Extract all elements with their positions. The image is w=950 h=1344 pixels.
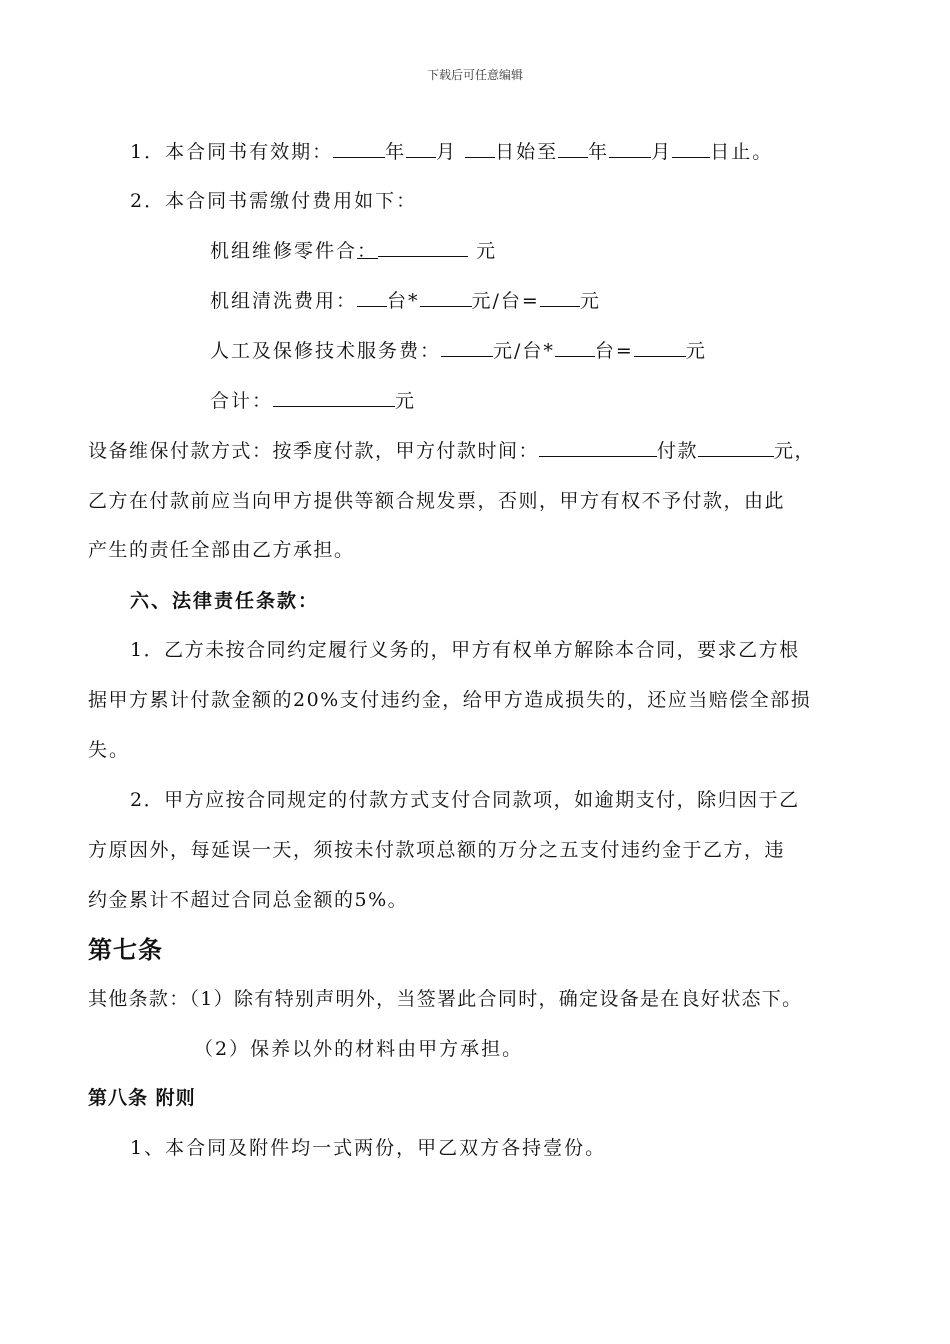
fee-cleaning: 机组清洗费用： 台* 元/台= 元: [210, 290, 601, 312]
clause-text: 1、本合同及附件均一式两份，甲乙双方各持壹份。: [130, 1137, 607, 1159]
blank-field: [333, 139, 385, 158]
blank-field: [558, 139, 588, 158]
blank-field: [672, 139, 710, 158]
fee-labor: 人工及保修技术服务费： 元/台* 台= 元: [210, 340, 707, 362]
payment-text: 乙方在付款前应当向甲方提供等额合规发票，否则，甲方有权不予付款，由此: [88, 490, 786, 512]
payment-method: 设备维保付款方式：按季度付款，甲方付款时间： 付款 元，: [88, 440, 816, 462]
blank-field: [406, 139, 436, 158]
section-title: 六、法律责任条款：: [130, 590, 320, 612]
clause-text: 其他条款：（1）除有特别声明外，当签署此合同时，确定设备是在良好状态下。: [88, 988, 803, 1010]
clause-text: （2）保养以外的材料由甲方承担。: [194, 1038, 524, 1060]
clause-fees: 2．本合同书需缴付费用如下：: [130, 190, 418, 212]
clause-text: 方原因外，每延误一天，须按未付款项总额的万分之五支付违约金于乙方，违: [88, 839, 786, 861]
blank-field: [539, 438, 657, 457]
blank-field: [273, 388, 395, 407]
blank-field: [441, 338, 493, 357]
page-header: 下载后可任意编辑: [426, 68, 523, 82]
article-title: 第七条: [88, 935, 163, 964]
blank-field: [357, 288, 387, 307]
blank-field: [609, 139, 651, 158]
blank-field: [634, 338, 686, 357]
fee-parts: 机组维修零件合： 元: [210, 240, 498, 262]
clause-text: 失。: [88, 739, 131, 761]
blank-field: [540, 288, 580, 307]
fee-total: 合计： 元: [210, 390, 417, 412]
clause-validity: 1．本合同书有效期： 年 月 日始至 年 月 日止。: [130, 141, 774, 163]
clause-text: 约金累计不超过合同总金额的5%。: [88, 889, 409, 911]
blank-field: [555, 338, 595, 357]
blank-field: [698, 438, 774, 457]
payment-text: 产生的责任全部由乙方承担。: [88, 539, 355, 561]
clause-text: 2．甲方应按合同规定的付款方式支付合同款项，如逾期支付，除归因于乙: [130, 789, 800, 811]
blank-field: [378, 238, 468, 257]
clause-text: 据甲方累计付款金额的20%支付违约金，给甲方造成损失的，还应当赔偿全部损: [88, 689, 812, 711]
blank-field: [465, 139, 495, 158]
clause-text: 1．乙方未按合同约定履行义务的，甲方有权单方解除本合同，要求乙方根: [130, 639, 800, 661]
article-title: 第八条 附则: [88, 1087, 196, 1109]
blank-field: [420, 288, 472, 307]
